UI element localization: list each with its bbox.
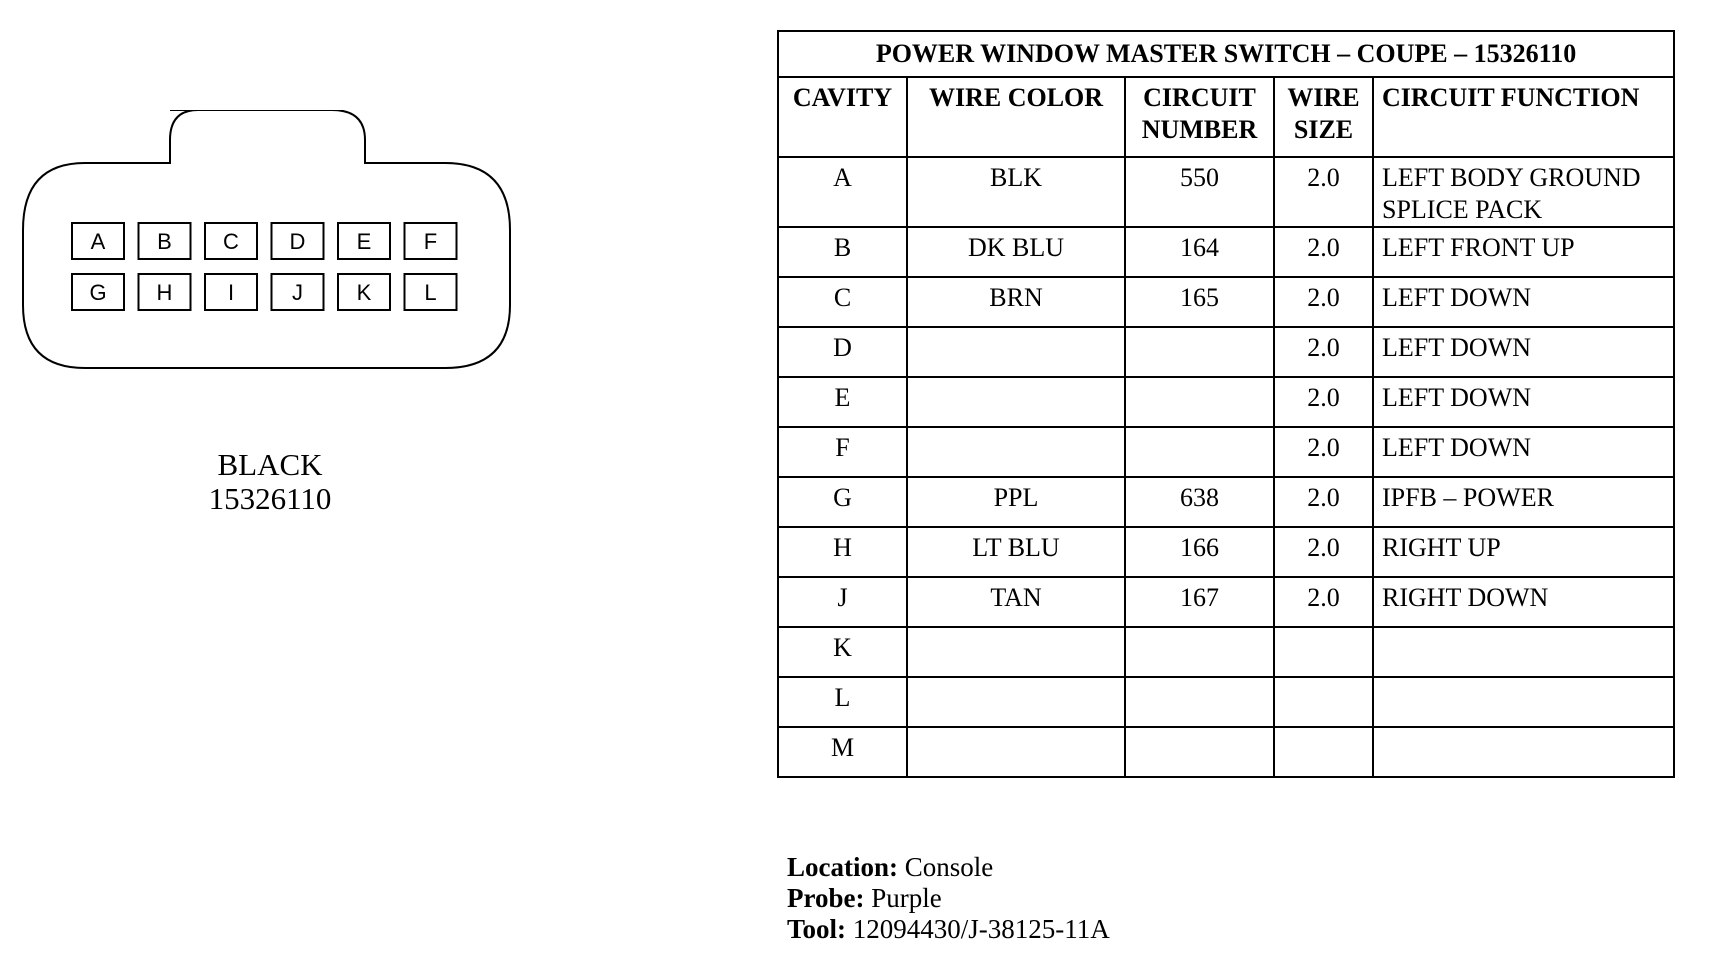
table-row	[778, 427, 1674, 477]
cell-cavity: A	[778, 157, 907, 227]
pinout-table	[777, 30, 1675, 778]
cell-cavity: F	[778, 427, 907, 477]
pin-label-j: J	[292, 280, 303, 305]
cell-circuit-number	[1125, 677, 1274, 727]
connector-color-label: BLACK	[217, 447, 323, 482]
cell-circuit-function: LEFT DOWN	[1373, 277, 1674, 327]
cell-circuit-number	[1125, 627, 1274, 677]
cell-circuit-function: LEFT DOWN	[1373, 377, 1674, 427]
cell-cavity: M	[778, 727, 907, 777]
location-label: Location:	[787, 852, 898, 882]
header-wire-color: WIRE COLOR	[907, 77, 1125, 157]
cell-wire-color: BLK	[907, 157, 1125, 227]
table-row	[778, 627, 1674, 677]
pin-label-g: G	[89, 280, 107, 305]
tool-value: 12094430/J-38125-11A	[852, 914, 1110, 944]
table-row	[778, 377, 1674, 427]
location-value: Console	[904, 852, 994, 882]
cell-cavity: L	[778, 677, 907, 727]
pin-label-h: H	[156, 280, 173, 305]
cell-cavity: H	[778, 527, 907, 577]
cell-cavity: B	[778, 227, 907, 277]
connector-notes	[787, 852, 1110, 945]
table-row	[778, 157, 1674, 227]
cell-circuit-number	[1125, 377, 1274, 427]
cell-cavity: K	[778, 627, 907, 677]
header-wire-size-line2: SIZE	[1293, 115, 1354, 144]
pin-label-f: F	[423, 229, 438, 254]
table-row	[778, 327, 1674, 377]
cell-circuit-number: 550	[1125, 157, 1274, 227]
cell-wire-size: 2.0	[1274, 577, 1373, 627]
cell-circuit-function	[1373, 677, 1674, 727]
cell-wire-size: 2.0	[1274, 427, 1373, 477]
cell-cavity: G	[778, 477, 907, 527]
cell-wire-color: TAN	[907, 577, 1125, 627]
cell-wire-color	[907, 677, 1125, 727]
cell-circuit-number	[1125, 427, 1274, 477]
cell-wire-size: 2.0	[1274, 477, 1373, 527]
tool-label: Tool:	[787, 914, 847, 944]
cell-cavity: D	[778, 327, 907, 377]
header-circuit-number-line2: NUMBER	[1141, 115, 1258, 144]
cell-wire-color: DK BLU	[907, 227, 1125, 277]
cell-wire-color: PPL	[907, 477, 1125, 527]
header-circuit-number	[1125, 77, 1274, 157]
pin-label-c: C	[223, 229, 239, 254]
header-circuit-function: CIRCUIT FUNCTION	[1373, 77, 1674, 157]
connector-face-diagram	[20, 110, 515, 370]
cell-wire-color	[907, 627, 1125, 677]
table-row	[778, 477, 1674, 527]
connector-caption	[150, 448, 390, 516]
cell-cavity: C	[778, 277, 907, 327]
cell-wire-color	[907, 727, 1125, 777]
cell-circuit-function: IPFB – POWER	[1373, 477, 1674, 527]
tool-line	[787, 914, 1110, 945]
cell-wire-size: 2.0	[1274, 327, 1373, 377]
cell-circuit-number: 638	[1125, 477, 1274, 527]
header-wire-size	[1274, 77, 1373, 157]
pin-label-l: L	[424, 280, 437, 305]
cell-circuit-function: LEFT DOWN	[1373, 327, 1674, 377]
cell-circuit-function: LEFT BODY GROUND SPLICE PACK	[1373, 157, 1674, 227]
cell-circuit-number: 165	[1125, 277, 1274, 327]
cell-circuit-number	[1125, 327, 1274, 377]
cell-circuit-function	[1373, 627, 1674, 677]
table-row	[778, 527, 1674, 577]
cell-circuit-function: RIGHT UP	[1373, 527, 1674, 577]
table-row	[778, 577, 1674, 627]
table-row	[778, 277, 1674, 327]
probe-line	[787, 883, 1110, 914]
cell-cavity: J	[778, 577, 907, 627]
pin-label-d: D	[289, 229, 306, 254]
cell-wire-size: 2.0	[1274, 277, 1373, 327]
pin-label-b: B	[157, 229, 172, 254]
connector-part-number: 15326110	[208, 481, 332, 516]
cell-wire-size	[1274, 727, 1373, 777]
probe-value: Purple	[871, 883, 942, 913]
cell-wire-color: LT BLU	[907, 527, 1125, 577]
cell-wire-size: 2.0	[1274, 377, 1373, 427]
header-cavity: CAVITY	[778, 77, 907, 157]
cell-circuit-function: LEFT DOWN	[1373, 427, 1674, 477]
cell-circuit-number: 164	[1125, 227, 1274, 277]
cell-wire-color	[907, 327, 1125, 377]
probe-label: Probe:	[787, 883, 865, 913]
location-line	[787, 852, 1110, 883]
cell-circuit-function	[1373, 727, 1674, 777]
cell-wire-size	[1274, 677, 1373, 727]
table-row	[778, 227, 1674, 277]
table-title: POWER WINDOW MASTER SWITCH – COUPE – 15326110	[778, 31, 1674, 77]
cell-wire-color	[907, 427, 1125, 477]
cell-wire-color: BRN	[907, 277, 1125, 327]
pin-label-k: K	[356, 280, 372, 305]
cell-circuit-number	[1125, 727, 1274, 777]
cell-circuit-number: 166	[1125, 527, 1274, 577]
cell-circuit-function: RIGHT DOWN	[1373, 577, 1674, 627]
pin-label-e: E	[356, 229, 372, 254]
cell-circuit-function: LEFT FRONT UP	[1373, 227, 1674, 277]
pin-label-i: I	[227, 280, 235, 305]
header-circuit-number-line1: CIRCUIT	[1143, 83, 1256, 112]
cell-wire-color	[907, 377, 1125, 427]
cell-wire-size: 2.0	[1274, 527, 1373, 577]
table-row	[778, 677, 1674, 727]
cell-wire-size	[1274, 627, 1373, 677]
cell-circuit-number: 167	[1125, 577, 1274, 627]
cell-wire-size: 2.0	[1274, 227, 1373, 277]
table-row	[778, 727, 1674, 777]
header-wire-size-line1: WIRE	[1287, 83, 1360, 112]
cell-wire-size: 2.0	[1274, 157, 1373, 227]
cell-cavity: E	[778, 377, 907, 427]
pin-label-a: A	[90, 229, 106, 254]
